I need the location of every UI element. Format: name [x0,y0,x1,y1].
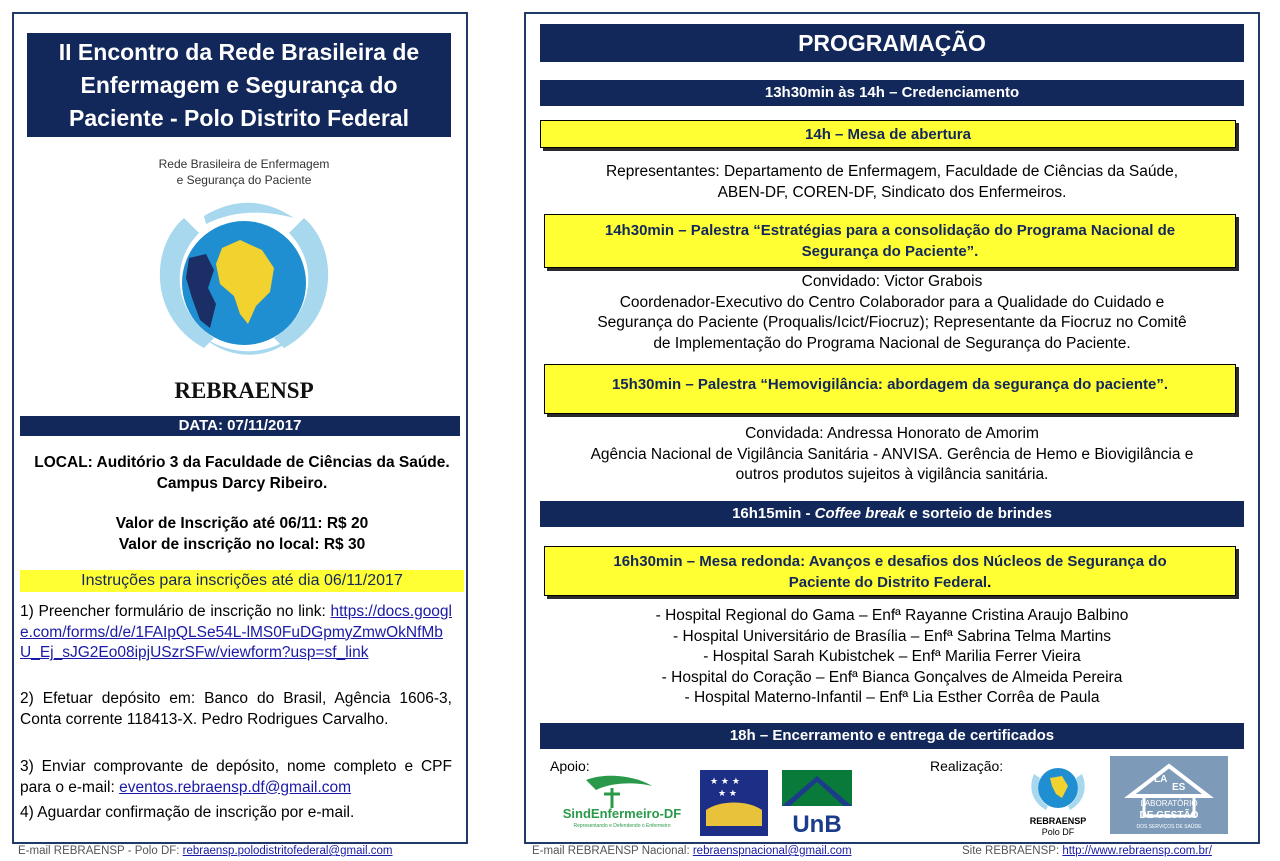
rebraensp-logo [134,156,354,406]
events-email-link[interactable]: eventos.rebraensp.df@gmail.com [119,778,352,796]
speaker-2-info [540,424,1244,486]
footer-label: Site REBRAENSP: [962,845,1063,857]
flyer-right-panel [524,12,1260,844]
list-item: - Hospital do Coração – Enfª Bianca Gonçalves de Almeida Pereira [661,668,1123,686]
hospital-panelists [540,606,1244,709]
lab-text: LABORATÓRIO [1140,799,1198,808]
list-item: - Hospital Regional do Gama – Enfª Rayanne Cristina Araujo Balbino [655,607,1129,624]
footer-site [962,845,1212,857]
logo-caption [134,156,354,188]
schedule-coffee-break [540,501,1244,527]
instruction-step-2: 2) Efetuar depósito em: Banco do Brasil, Agência 1606-3, Conta corrente 118413-X. Pedro Rodrigues Carvalho. [20,690,452,728]
list-item: - Hospital Sarah Kubistchek – Enfª Marilia Ferrer Vieira [703,648,1081,665]
text-part: Coffee break [814,505,906,522]
event-date: DATA: 07/11/2017 [20,416,460,436]
schedule-palestra-2: 15h30min – Palestra “Hemovigilância: abordagem da segurança do paciente”. [544,364,1236,414]
footer-polo-email [18,845,393,857]
flyer-left-panel [12,12,468,844]
lab-text: DOS SERVIÇOS DE SAÚDE [1136,824,1202,830]
text-line: 16h30min – Mesa redonda: Avanços e desafios dos Núcleos de Segurança do [613,553,1167,570]
event-location: LOCAL: Auditório 3 da Faculdade de Ciências da Saúde. Campus Darcy Ribeiro. [34,454,450,492]
registration-fees [24,513,460,555]
instructions-heading: Instruções para inscrições até dia 06/11/2017 [20,570,464,592]
sindenfermeiro-logo [556,774,688,830]
instruction-step-4: 4) Aguardar confirmação de inscrição por e-mail. [20,804,355,821]
aben-name: ABEn – DF [715,827,753,834]
schedule-mesa-abertura: 14h – Mesa de abertura [540,120,1236,148]
rebraensp-polo-df-logo [1020,754,1096,838]
schedule-encerramento: 18h – Encerramento e entrega de certificados [540,723,1244,749]
footer-label: E-mail REBRAENSP Nacional: [532,845,693,857]
step-text: 3) Enviar comprovante de depósito, nome completo e CPF para o e-mail: [20,758,452,796]
rebra-mini-name: REBRAENSP [1029,816,1087,826]
sind-tagline: Representando e Defendendo o Enfermeiro [573,823,671,829]
footer-label: E-mail REBRAENSP - Polo DF: [18,845,183,857]
polo-email-link[interactable]: rebraensp.polodistritofederal@gmail.com [182,845,393,857]
sind-name: SindEnfermeiro-DF [562,806,682,821]
instruction-step-1 [20,602,452,664]
abertura-representatives [540,162,1244,203]
text-line: Convidada: Andressa Honorato de Amorim [745,425,1039,442]
text-line: Segurança do Paciente”. [801,243,979,260]
text-line: ABEN-DF, COREN-DF, Sindicato dos Enfermeiros. [717,183,1067,201]
list-item: - Hospital Materno-Infantil – Enfª Lia Esther Corrêa de Paula [684,689,1100,706]
national-email-link[interactable]: rebraenspnacional@gmail.com [692,845,852,857]
fee-early: Valor de Inscrição até 06/11: R$ 20 [115,515,369,532]
unb-logo [780,768,854,834]
registration-form-link[interactable]: https://docs.google.com/forms/d/e/1FAIpQLSe54L-lMS0FuDGpmyZmwOkNfMbU_Ej_sJG2Eo08ipjUSzrSFw/viewform?usp=sf_link [20,603,452,661]
logo-name: REBRAENSP [174,378,314,403]
text-part: 16h15min - [732,505,815,522]
footer-national-email [532,845,852,857]
site-link[interactable]: http://www.rebraensp.com.br/ [1062,845,1212,857]
schedule-credenciamento: 13h30min às 14h – Credenciamento [540,80,1244,106]
event-title [27,33,451,137]
lab-gestao-logo [1110,756,1228,834]
organizer-label: Realização: [930,758,1004,774]
event-title-line: Paciente - Polo Distrito Federal [69,105,409,131]
event-title-line: II Encontro da Rede Brasileira de [58,39,420,65]
instruction-step-3 [20,757,452,798]
list-item: - Hospital Universitário de Brasília – Enfª Sabrina Telma Martins [673,627,1111,645]
schedule-mesa-redonda: 16h30min – Mesa redonda: Avanços e desafios dos Núcleos de Segurança do Paciente do Distrito Federal. [544,546,1236,596]
text-line: Coordenador-Executivo do Centro Colaborador para a Qualidade do Cuidado e [619,293,1165,311]
lab-text: DE GESTÃO [1139,810,1199,821]
program-title: PROGRAMAÇÃO [540,24,1244,62]
aben-df-logo [700,770,768,836]
fee-onsite: Valor de inscrição no local: R$ 30 [118,536,366,553]
text-line: Agência Nacional de Vigilância Sanitária - ANVISA. Gerência de Hemo e Biovigilância e [590,445,1194,463]
logo-caption-line: Rede Brasileira de Enfermagem [158,157,330,171]
text-line: Convidado: Victor Grabois [801,273,983,290]
rebra-mini-sub: Polo DF [1041,827,1075,837]
speaker-1-info [540,272,1244,354]
text-line: Segurança do Paciente (Proqualis/Icict/Fiocruz); Representante da Fiocruz no Comitê [597,314,1187,331]
step-text: 1) Preencher formulário de inscrição no link: [20,603,331,620]
support-label: Apoio: [550,758,590,774]
svg-text:★ ★: ★ ★ [718,789,737,799]
lab-text: ES [1172,782,1186,793]
lab-text: LA [1154,774,1168,785]
text-line: Paciente do Distrito Federal [788,574,988,591]
logo-caption-line: e Segurança do Paciente [176,173,312,187]
unb-name: UnB [792,811,842,834]
text-part: e sorteio de brindes [905,505,1052,522]
text-line: Representantes: Departamento de Enfermagem, Faculdade de Ciências da Saúde, [605,163,1179,180]
event-title-line: Enfermagem e Segurança do [80,72,398,98]
text-line: 14h30min – Palestra “Estratégias para a consolidação do Programa Nacional de [604,222,1176,239]
globe-hands-icon [144,188,344,373]
schedule-palestra-1 [544,214,1236,268]
text-line: outros produtos sujeitos à vigilância sanitária. [735,466,1049,483]
svg-text:★ ★ ★: ★ ★ ★ [710,777,740,787]
text-line: de Implementação do Programa Nacional de Segurança do Paciente. [653,334,1131,352]
